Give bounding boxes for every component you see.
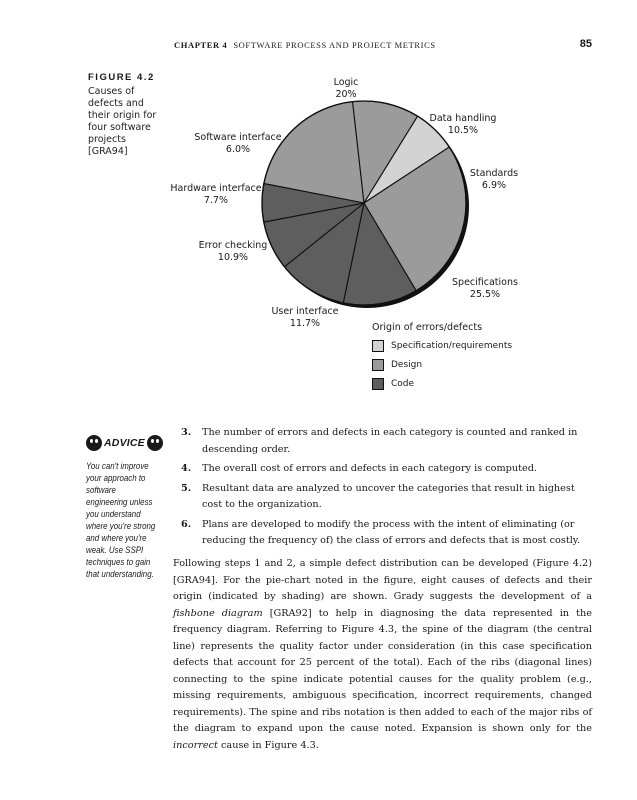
- figure-caption: Causes of defects and their origin for four software projects [GRA94]: [88, 86, 157, 157]
- slice-label: Specifications: [452, 277, 518, 288]
- step-number: 3.: [181, 427, 192, 438]
- step-text: Resultant data are analyzed to uncover the categories that result in highest cost to the organization.: [202, 482, 575, 510]
- legend-swatch-design: [372, 359, 384, 371]
- figure-number: FIGURE 4.2: [88, 72, 155, 83]
- advice-text: You can't improve your approach to software engineering unless you understand where you're strong and where you're weak. Use SSPI techniques to gain that understanding.: [86, 461, 156, 579]
- legend-label: Specification/requirements: [391, 340, 513, 351]
- page-number: 85: [579, 38, 592, 50]
- legend-label: Design: [391, 359, 423, 370]
- slice-label: Data handling: [429, 113, 497, 124]
- step-number: 4.: [181, 463, 192, 474]
- chapter-label: CHAPTER 4: [174, 40, 228, 50]
- legend-swatch-code: [372, 378, 384, 390]
- slice-label: Logic: [333, 77, 359, 88]
- advice-badge: [86, 430, 166, 456]
- steps-list: [181, 425, 593, 553]
- slice-value-label: 7.7%: [203, 195, 229, 206]
- body-text-1: Following steps 1 and 2, a simple defect distribution can be developed (Figure 4.2) [GRA94]. For the pie-chart noted in the figure, eight causes of defects and their origin (indicated by shading) are shown. Grady suggests the development of a: [173, 558, 592, 602]
- slice-value-label: 6.9%: [481, 180, 507, 191]
- slice-label: User interface: [271, 306, 339, 317]
- list-item: [181, 481, 593, 514]
- list-item: [181, 517, 593, 550]
- advice-badge-text: ADVICE: [104, 437, 145, 449]
- slice-label: Software interface: [194, 132, 282, 143]
- bug-icon: [86, 435, 102, 451]
- advice-sidebar: [86, 430, 166, 580]
- slice-value-label: 10.5%: [447, 125, 479, 136]
- body-text-2: [GRA92] to help in diagnosing the data represented in the frequency diagram. Referring to Figure 4.3, the spine of the diagram (the central line) represents the quality factor under consideration (in this case specification defects that account for 25 percent of the total). Each of the ribs (diagonal lines) connecting to the spine indicate potential causes for the quality problem (e.g., missing requirements, ambiguous specification, incorrect requirements, changed requirements). The spine and ribs notation is then added to each of the major ribs of the diagram to expand upon the cause noted. Expansion is shown only for the: [173, 607, 592, 734]
- step-number: 5.: [181, 482, 192, 494]
- slice-value-label: 11.7%: [289, 318, 321, 329]
- list-item: [181, 461, 593, 478]
- slice-label: Error checking: [198, 240, 268, 251]
- legend-item: [372, 358, 572, 371]
- slice-value-label: 25.5%: [469, 289, 501, 300]
- legend-title: Origin of errors/defects: [372, 322, 483, 333]
- legend-swatch-spec: [372, 340, 384, 352]
- slice-label: Standards: [469, 168, 519, 179]
- body-paragraph: [173, 556, 592, 754]
- slice-value-label: 10.9%: [217, 252, 249, 263]
- chart-legend: [372, 322, 572, 396]
- body-emphasis-incorrect: incorrect: [173, 739, 218, 751]
- body-text-3: cause in Figure 4.3.: [217, 739, 319, 751]
- body-emphasis-fishbone: fishbone diagram: [173, 607, 263, 619]
- legend-item: [372, 339, 572, 352]
- bug-icon: [147, 435, 163, 451]
- step-text: The number of errors and defects in each category is counted and ranked in descending order.: [202, 427, 578, 455]
- step-text: The overall cost of errors and defects in each category is computed.: [202, 463, 538, 474]
- chapter-title: SOFTWARE PROCESS AND PROJECT METRICS: [233, 40, 436, 50]
- slice-label: Hardware interface: [170, 183, 262, 194]
- slice-value-label: 6.0%: [225, 144, 251, 155]
- list-item: [181, 425, 593, 458]
- slice-value-label: 20%: [335, 89, 357, 100]
- legend-item: [372, 377, 572, 390]
- step-number: 6.: [181, 518, 192, 530]
- step-text: Plans are developed to modify the process with the intent of eliminating (or reducing the frequency of) the class of errors and defects that is most costly.: [202, 518, 581, 546]
- legend-label: Code: [391, 378, 415, 389]
